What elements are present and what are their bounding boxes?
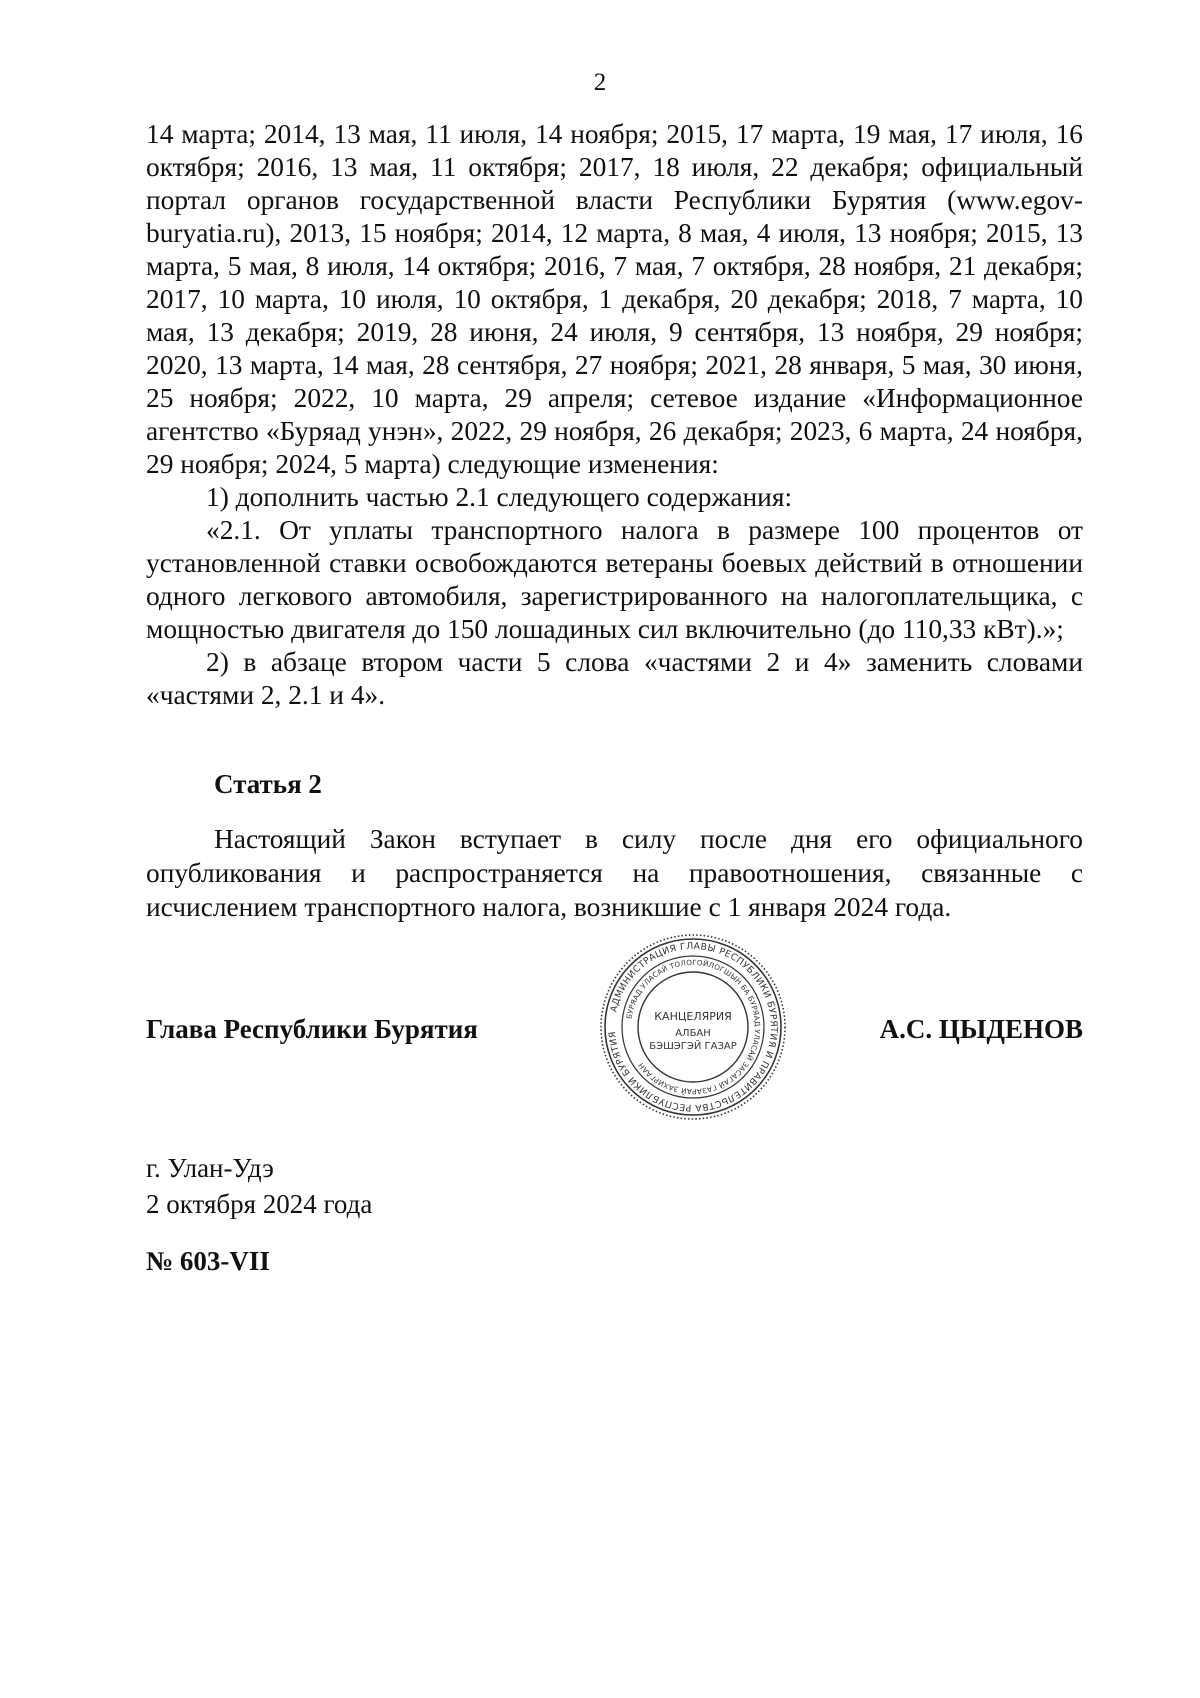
amendment-item-1: 1) дополнить частью 2.1 следующего содержания:: [206, 482, 793, 512]
law-number: № 603-VII: [146, 1246, 270, 1276]
article-2-heading: Статья 2: [214, 769, 322, 799]
signatory-title: Глава Республики Бурятия: [146, 1014, 478, 1044]
amendment-quote-2-1: «2.1. От уплаты транспортного налога в размере 100 процентов от установленной ставки освобождаются ветераны боевых действий в отношении одного легкового автомобиля, зарегистрированного на налогоплательщика, с мощностью двигателя до 150 лошадиных сил включительно (до 110,33 кВт).»;: [146, 515, 1083, 644]
date-of-signing: 2 октября 2024 года: [146, 1189, 373, 1219]
seal-center-line-1: КАНЦЕЛЯРИЯ: [654, 1010, 732, 1023]
seal-center-line-2: АЛБАН: [675, 1028, 711, 1039]
official-seal-stamp: [598, 932, 788, 1122]
place-and-date: [146, 1150, 372, 1222]
signatory-name: А.С. ЦЫДЕНОВ: [879, 1014, 1083, 1044]
article-2-text: Настоящий Закон вступает в силу после дня его официального опубликования и распространяется на правоотношения, связанные с исчислением транспортного налога, возникшие с 1 января 2024 года.: [146, 824, 1083, 922]
seal-inner-ring-text: БУРЯАД УЛАСАЙ ТОЛОГОЙЛОГШЫН БА БУРЯАД УЛАСАЙ ЗАСАГАЙ ГАЗАРАЙ ЗАХИРГААН: [624, 957, 763, 1097]
place-of-signing: г. Улан-Удэ: [146, 1153, 274, 1183]
page-number: 2: [593, 69, 607, 96]
seal-center-line-3: БЭШЭГЭЙ ГАЗАР: [649, 1041, 737, 1052]
seal-outer-ring-text: АДМИНИСТРАЦИЯ ГЛАВЫ РЕСПУБЛИКИ БУРЯТИЯ И ПРАВИТЕЛЬСТВА РЕСПУБЛИКИ БУРЯТИЯ: [607, 940, 780, 1114]
svg-text:БУРЯАД УЛАСАЙ ТОЛОГОЙЛОГШЫН БА: [625, 958, 763, 1096]
law-amendments-text: [146, 118, 1083, 712]
amendment-intro-paragraph: 14 марта; 2014, 13 мая, 11 июля, 14 ноября; 2015, 17 марта, 19 мая, 17 июля, 16 октября; 2016, 13 мая, 11 октября; 2017, 18 июля, 22 декабря; официальный портал органов государственной власти Республики Бурятия (www.egov-buryatia.ru), 2013, 15 ноября; 2014, 12 марта, 8 мая, 4 июля, 13 ноября; 2015, 13 марта, 5 мая, 8 июля, 14 октября; 2016, 7 мая, 7 октября, 28 ноября, 21 декабря; 2017, 10 марта, 10 июля, 10 октября, 1 декабря, 20 декабря; 2018, 7 марта, 10 мая, 13 декабря; 2019, 28 июня, 24 июля, 9 сентября, 13 ноября, 29 ноября; 2020, 13 марта, 14 мая, 28 сентября, 27 ноября; 2021, 28 января, 5 мая, 30 июня, 25 ноября; 2022, 10 марта, 29 апреля; сетевое издание «Информационное агентство «Буряад унэн», 2022, 29 ноября, 26 декабря; 2023, 6 марта, 24 ноября, 29 ноября; 2024, 5 марта) следующие изменения:: [146, 119, 1083, 479]
amendment-item-2: 2) в абзаце втором части 5 слова «частями 2 и 4» заменить словами «частями 2, 2.1 и 4».: [146, 647, 1083, 710]
